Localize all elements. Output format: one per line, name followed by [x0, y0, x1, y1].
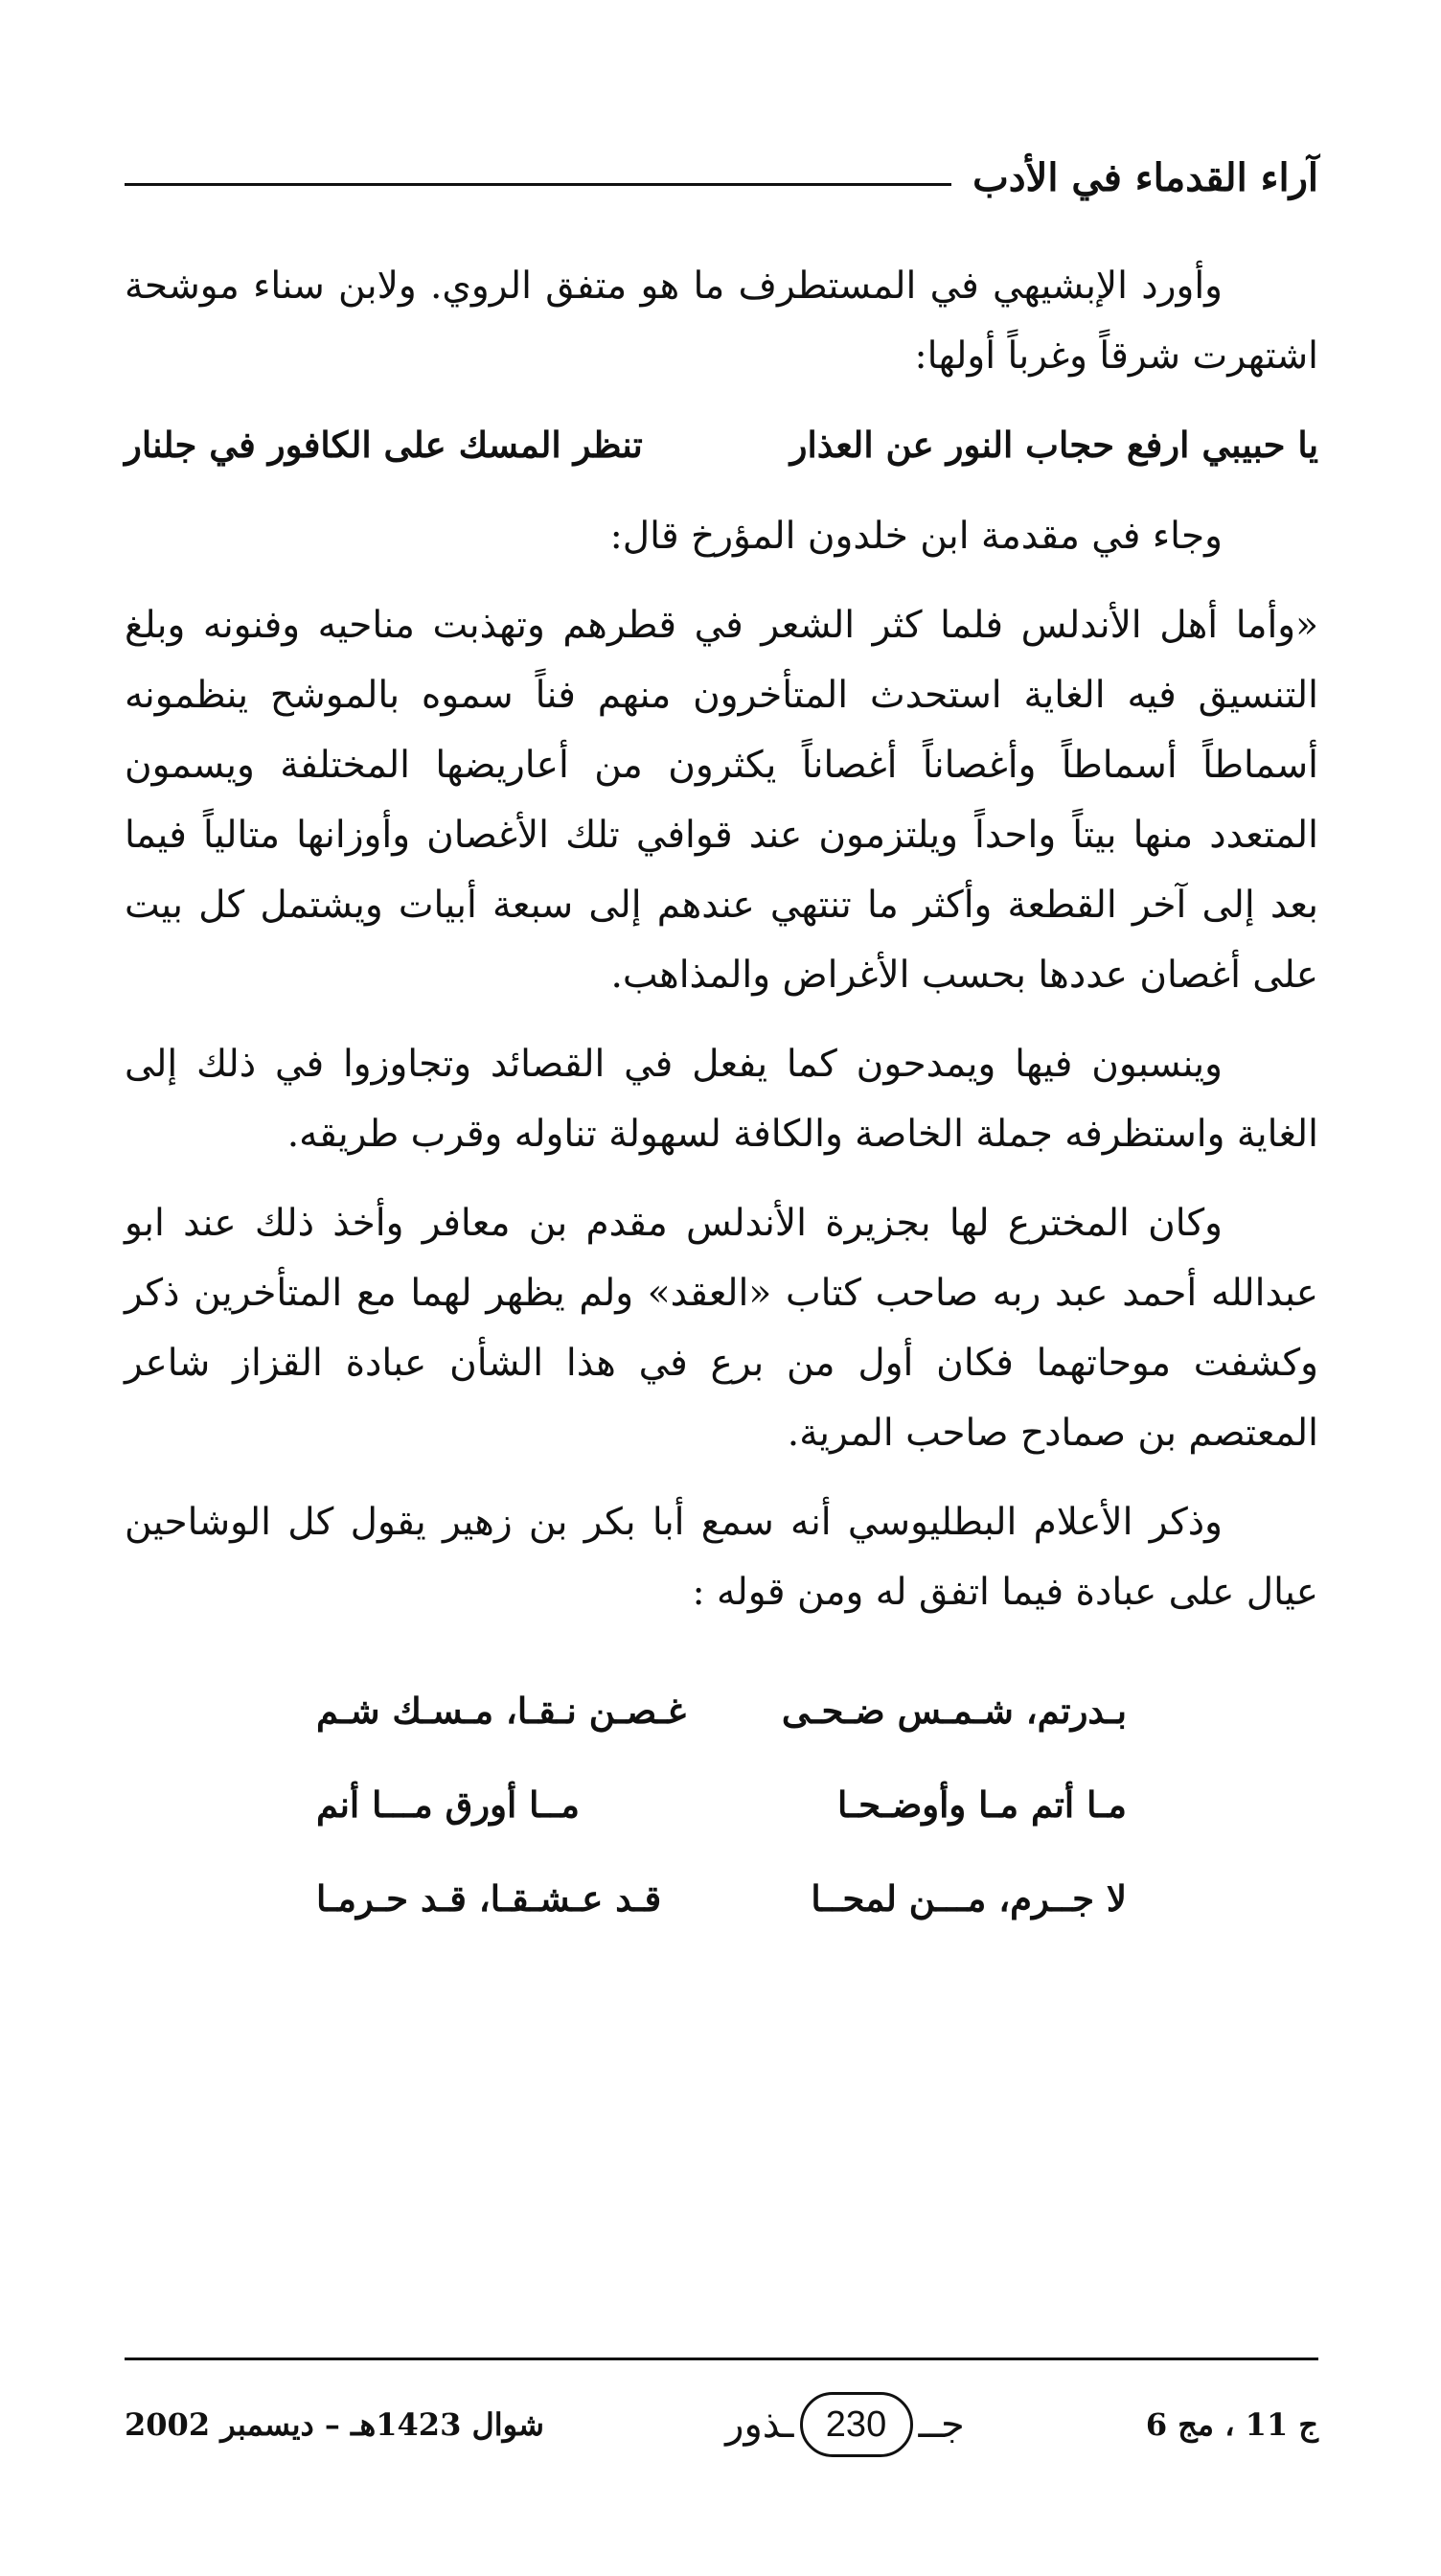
journal-mark — [725, 2392, 965, 2457]
issue-date: شوال 1423هـ – ديسمبر 2002 — [125, 2406, 544, 2443]
stanza-right: بـدرتم، شـمـس ضـحـى — [781, 1690, 1127, 1732]
footer-rule — [125, 2358, 1318, 2360]
header-rule — [125, 183, 951, 186]
journal-name-end: ـذور — [725, 2403, 794, 2447]
poem-stanza — [316, 1664, 1127, 1945]
verse-second-hemistich: تنظر المسك على الكافور في جلنار — [125, 424, 643, 466]
verse-line — [125, 410, 1318, 480]
paragraph-1: وأورد الإبشيهي في المستطرف ما هو متفق الروي. ولابن سناء موشحة اشتهرت شرقاً وغرباً أولها: — [125, 264, 1318, 378]
paragraph-5: وكان المخترع لها بجزيرة الأندلس مقدم بن معافر وأخذ ذلك عند ابو عبدالله أحمد عبد ربه صاحب كتاب «العقد» ولم يظهر لهما مع المتأخرين ذكر وكشفت موحاتهما فكان أول من برع في هذا الشأن عبادة القزاز شاعر المعتصم بن صمادح صاحب المرية. — [125, 1202, 1318, 1455]
issue-info: ج 11 ، مج 6 — [1145, 2406, 1318, 2443]
stanza-line — [316, 1852, 1127, 1945]
verse-first-hemistich: يا حبيبي ارفع حجاب النور عن العذار — [789, 424, 1318, 466]
paragraph-3: «وأما أهل الأندلس فلما كثر الشعر في قطرهم وتهذبت مناحيه وفنونه وبلغ التنسيق فيه الغاية استحدث المتأخرون منهم فناً سموه بالموشح ينظمونه أسماطاً أسماطاً وأغصاناً أغصاناً يكثرون من أعاريضها المختلفة ويسمون المتعدد منها بيتاً واحداً ويلتزمون عند قوافي تلك الأغصان وأوزانها متالياً فيما بعد إلى آخر القطعة وأكثر ما تنتهي عندهم إلى سبعة أبيات ويشتمل كل بيت على أغصان عددها بحسب الأغراض والمذاهب. — [125, 604, 1318, 997]
running-header — [125, 144, 1318, 211]
paragraph-2: وجاء في مقدمة ابن خلدون المؤرخ قال: — [609, 515, 1223, 558]
stanza-left: قـد عـشـقـا، قـد حـرمـا — [316, 1877, 662, 1920]
journal-name-start: جــ — [918, 2403, 965, 2447]
page-number: 230 — [800, 2392, 913, 2457]
header-title: آراء القدماء في الأدب — [972, 154, 1318, 200]
stanza-line — [316, 1758, 1127, 1852]
stanza-right: مـا أتم مـا وأوضـحـا — [837, 1783, 1127, 1826]
stanza-line — [316, 1664, 1127, 1758]
paragraph-4: وينسبون فيها ويمدحون كما يفعل في القصائد وتجاوزوا في ذلك إلى الغاية واستظرفه جملة الخاصة والكافة لسهولة تناوله وقرب طريقه. — [125, 1043, 1318, 1156]
page-footer — [125, 2381, 1318, 2468]
body-text — [125, 251, 1318, 1945]
stanza-right: لا جــرم، مـــن لمحــا — [811, 1877, 1127, 1920]
paragraph-6: وذكر الأعلام البطليوسي أنه سمع أبا بكر بن زهير يقول كل الوشاحين عيال على عبادة فيما اتفق له ومن قوله : — [125, 1501, 1318, 1614]
stanza-left: غـصـن نـقـا، مـسـك شـم — [316, 1690, 686, 1732]
stanza-left: مــا أورق مـــا أنم — [316, 1783, 580, 1826]
